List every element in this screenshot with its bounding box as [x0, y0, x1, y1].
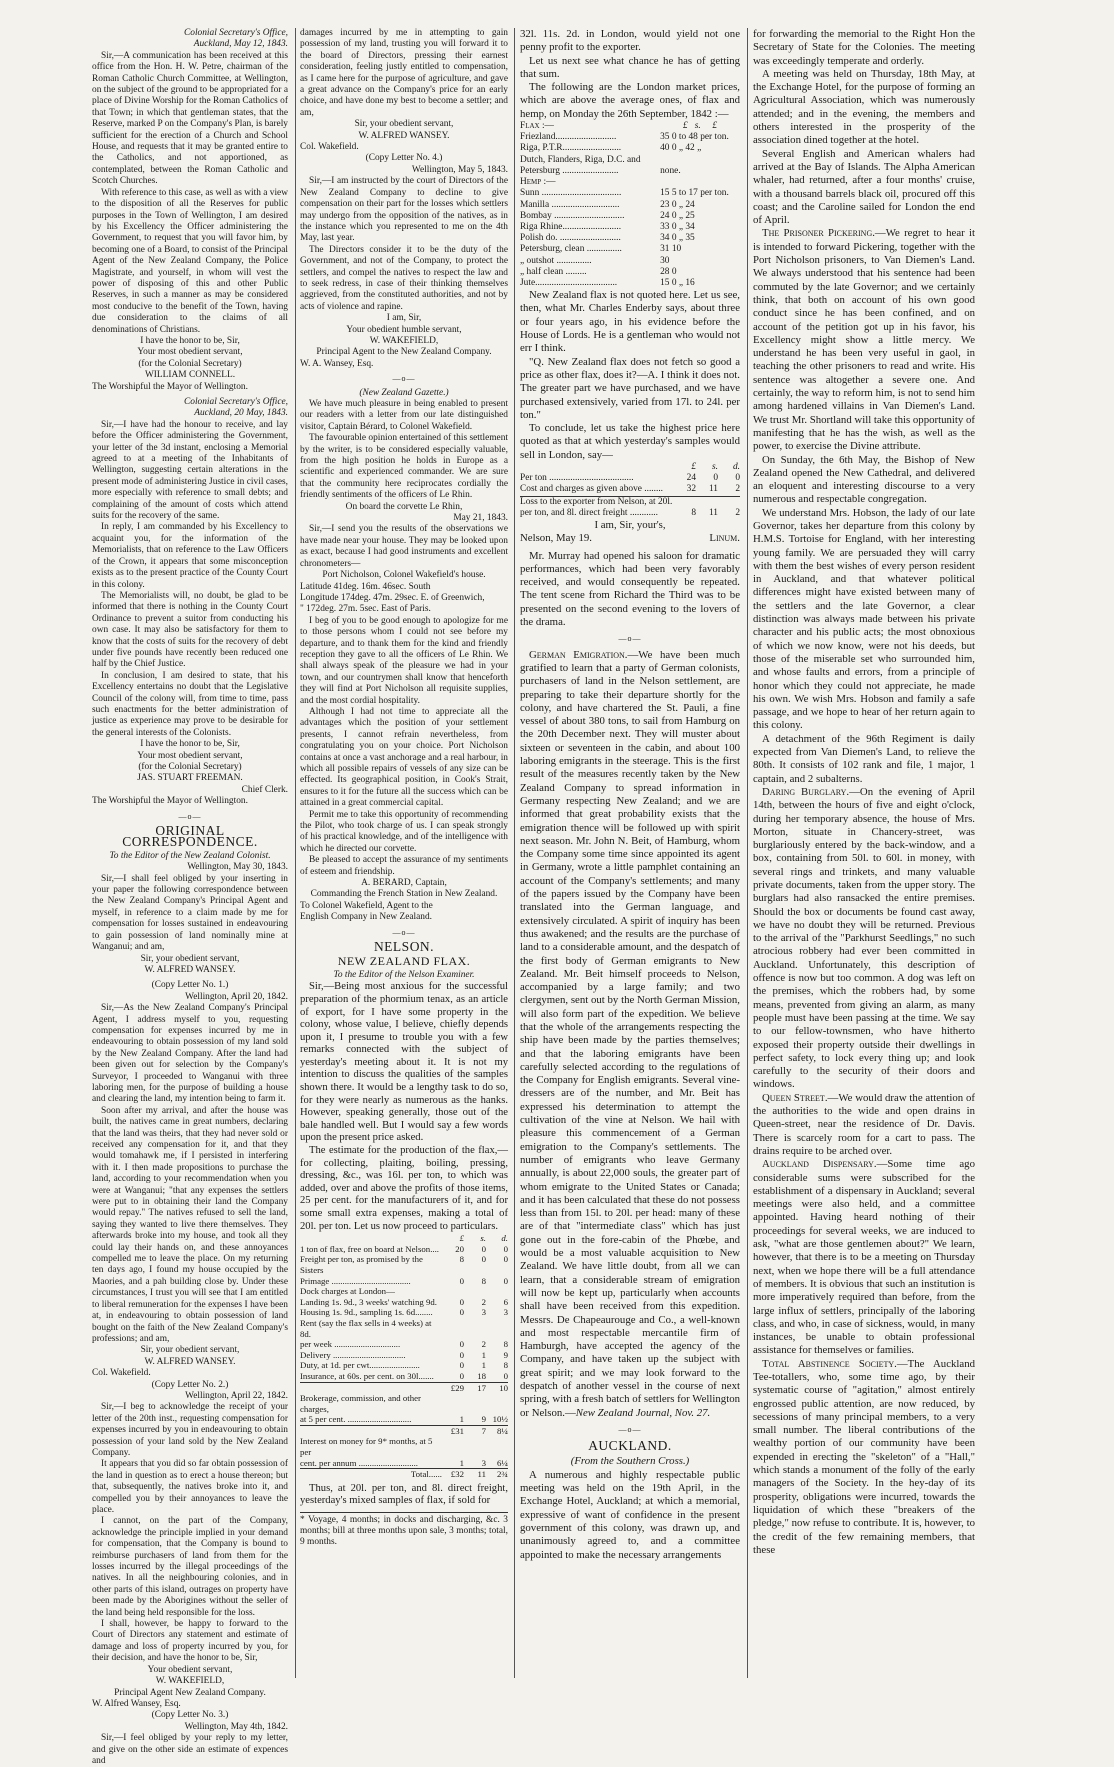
price-group-label: Hemp :—: [520, 177, 556, 188]
cell: 35 0 to 48 per ton.: [660, 132, 729, 143]
cell: Primage ....................................: [300, 1275, 411, 1286]
cell: Loss to the exporter from Nelson, at 20l.: [520, 496, 673, 507]
signoff: I am, Sir,: [386, 313, 422, 324]
cell: Polish do. ..........................: [520, 233, 621, 244]
dateline: Wellington, April 22, 1842.: [185, 1390, 288, 1401]
cell: Freight per ton, as promised by the Sisters: [300, 1254, 423, 1275]
cell: Landing 1s. 9d., 3 weeks' watching 9d.: [300, 1296, 437, 1307]
article-text: —Some time ago considerable sums were subscribed for the establishment of a dispensary in Auckland; several meetings were also held, and a committee appointed. Having heard nothing of their proceedings for several weeks, we are induced to ask, "what are those gentlemen about?" We learn, however, that there is to be a meeting on Thursday next, when we hope there will be a full attendance of members. It is obvious that such an institution is more imperatively required than before, from the large influx of settlers, principally of the laboring class, and who, in case of sickness, would, in many instances, be unable to obtain professional assistance for themselves or families.: [753, 1158, 975, 1357]
article-heading: NEW ZEALAND FLAX.: [337, 953, 471, 968]
letter-body: damages incurred by me in attempting to gain possession of my land, trusting you will forward it to the board of Directors, pressing their earnest consideration, feeling justly entitled to compensation, as I came here for the purpose of agriculture, and gave a great advance on the Company's price for an early choice, and have done my best to become a settler; and am,: [300, 28, 508, 118]
cell: per week ..............................: [300, 1339, 401, 1350]
price-row: [520, 278, 740, 289]
cell: 2: [481, 1296, 486, 1307]
column-rule: [514, 28, 515, 1678]
article-body: On Sunday, the 6th May, the Bishop of New Zealand opened the New Cathedral, and delivered an eloquent and interesting discourse to a very numerous and respectable congregation.: [753, 453, 975, 506]
cell: 34 0 „ 35: [660, 233, 695, 244]
signature: W. WAKEFIELD,: [369, 335, 439, 346]
article-body: for forwarding the memorial to the Right Hon the Secretary of State for the Colonies. The meeting was exceedingly temperate and orderly.: [753, 28, 975, 67]
column-2: [300, 28, 508, 1678]
article-title: The Prisoner Pickering.: [762, 227, 875, 240]
article-body: [753, 1358, 975, 1557]
signoff: Your obedient humble servant,: [346, 324, 462, 335]
cell: [442, 1286, 464, 1297]
article-body: [753, 1092, 975, 1158]
letter-body: Sir,—A communication has been received at this office from the Hon. H. W. Petre, chairman of the Roman Catholic Church Committee, at Wellington, on the subject of the ground to be appropriated for a place of Divine Worship for the Roman Catholics of that Town; in which that gentleman states, that the Reserve, marked P on the Company's Plan, is barely sufficient for the erection of a Church and School House, and requests that it may be granted entire to the Catholics, and not apportioned, as contemplated, between the Roman Catholic and Scotch Churches.: [92, 50, 288, 187]
article-body: To conclude, let us take the highest price here quoted as that at which yesterday's samples would sell in London, say—: [520, 422, 740, 461]
loss-row: [520, 508, 740, 519]
cell: £32: [442, 1469, 464, 1480]
letter-body: In reply, I am commanded by his Excellency to acquaint you, for the information of the Memorialists, that on reference to the Law Officers of the Crown, it appears that some misconception exists as to the present practice of the County Court in this colony.: [92, 522, 288, 590]
cell: 1: [459, 1414, 464, 1425]
source-heading: (New Zealand Gazette.): [359, 387, 449, 398]
section-heading: ORIGINAL CORRESPONDENCE.: [122, 823, 258, 850]
cell: Friezland..........................: [520, 132, 617, 143]
article-body: [753, 786, 975, 1092]
column-header: [660, 121, 740, 132]
dateline: Colonial Secretary's Office,: [184, 397, 288, 407]
price-group-row: [520, 177, 740, 188]
column-header: £: [691, 461, 696, 472]
letter-body: It appears that you did so far obtain possession of the land in question as to erect a house thereon; but that, subsequently, the natives broke into it, and compelled you by their annoyances to leave the place.: [92, 1459, 288, 1515]
article-body: Mr. Murray had opened his saloon for dramatic performances, which had been very favorably received, and would consequently be repeated. The tent scene from Richard the Third was to be presented on the second evening to the lovers of the drama.: [520, 549, 740, 629]
price-table-header: [520, 121, 740, 132]
cell: 0: [735, 473, 740, 484]
cell: 1: [481, 1360, 486, 1371]
letter-body: I cannot, on the part of the Company, acknowledge the principle implied in your demand for compensation, that the Company is bound to reimburse purchasers of land from them for the losses incurred by the illegal proceedings of the natives. In all the neighbouring colonies, and in other parts of this island, outrages on property have been made by the Aborigines without the seller of the land being held responsible for the loss.: [92, 1516, 288, 1618]
cell: [486, 1318, 508, 1339]
letter-body: In conclusion, I am desired to state, that his Excellency entertains no doubt that the Legislative Council of the colony will, from time to time, pass such enactments for the better administration of justice as experience may prove to be desirable for the general interests of the Colonists.: [92, 670, 288, 738]
cell: 10: [486, 1382, 508, 1393]
cell: 0: [459, 1360, 464, 1371]
letter-body: Be pleased to accept the assurance of my sentiments of esteem and friendship.: [300, 855, 508, 877]
letter-heading: (Copy Letter No. 4.): [365, 153, 443, 164]
signoff: I have the honor to be, Sir,: [140, 335, 240, 346]
cell: 8: [691, 507, 696, 518]
article-text: —We would draw the attention of the authorities to the wide and open drains in Queen-street, near the residence of Dr. Davis. There is scarcely room for a cart to pass. The drains require to be arched over.: [753, 1091, 975, 1157]
signoff: I have the honor to be, Sir,: [140, 739, 240, 750]
section-heading: NELSON.: [373, 939, 435, 955]
price-row: [520, 256, 740, 267]
table-row: [300, 1286, 508, 1297]
observation-place: Port Nicholson, Colonel Wakefield's house.: [322, 570, 486, 581]
letter-body: The estimate for the production of the flax,—for collecting, plaiting, boiling, pressing, dressing, &c., was 16l. per ton, to which was added, over and above the profits of those items, 25 per cent. for the manufacturers of it, and for some small extra expenses, making a total of 20l. per ton. Let us now proceed to particulars.: [300, 1145, 508, 1232]
article-title: German Emigration.: [529, 648, 628, 661]
cell: 31 10: [660, 244, 682, 255]
cell: 0: [459, 1370, 464, 1381]
cell: Manilla .............................: [520, 199, 620, 210]
cell: 0: [459, 1296, 464, 1307]
letter-body: Permit me to take this opportunity of recommending the Pilot, who took charge of us. I can speak strongly of his practical knowledge, and of the intelligence with which he directed our corvette.: [300, 809, 508, 854]
signature: W. ALFRED WANSEY.: [144, 964, 236, 975]
cell: 30: [660, 255, 670, 266]
signoff: (for the Colonial Secretary): [138, 762, 242, 772]
cell: 32: [686, 484, 696, 495]
longitude: Longitude 174deg. 47m. 29sec. E. of Greenwich,: [300, 592, 485, 603]
cell: 11: [708, 507, 718, 518]
cell: 18: [477, 1370, 486, 1381]
column-header: £: [682, 121, 688, 132]
cell: 2: [481, 1339, 486, 1350]
cell: 24 0 „ 25: [660, 210, 695, 221]
letter-heading: (Copy Letter No. 2.): [151, 1379, 229, 1390]
price-row: [520, 155, 740, 166]
dateline: Wellington, May 4th, 1842.: [184, 1721, 288, 1732]
cell: 0: [459, 1275, 464, 1286]
cell: 11: [464, 1469, 486, 1480]
cell: 15 5 to 17 per ton.: [660, 188, 729, 199]
signature-title: Commanding the French Station in New Zealand.: [310, 889, 498, 900]
signature: WILLIAM CONNELL.: [144, 370, 236, 381]
separator: —o—: [618, 1424, 642, 1434]
price-row: [520, 200, 740, 211]
cell: 2¾: [486, 1469, 508, 1480]
price-row: [520, 211, 740, 222]
cell: 24: [686, 473, 696, 484]
letter-heading: (Copy Letter No. 1.): [151, 980, 229, 991]
section-heading: AUCKLAND.: [588, 1438, 672, 1454]
cell: 0: [481, 1243, 486, 1254]
letter-body: Soon after my arrival, and after the house was built, the natives came in great numbers, declaring that the land was theirs, that they had never sold or received any compensation for it, and that they would tomahawk me, if I persisted in interfering with it. I then made propositions to purchase the land, according to your recommendation when you were at Wanganui; "that any expenses the settlers were put to in obtaining their land the Company would repay." The natives refused to sell the land, saying they wanted to live there themselves. They afterwards broke into my house, and took all they could lay their hands on, and these annoyances compelled me to leave the place. On my returning ten days ago, I found my house occupied by the Maories, and a pah building close by. Under these circumstances, I trust you will see that I am entitled to liberal remuneration for the expenses I have been at, in endeavouring to obtain possession of land bought on the faith of the New Zealand Company's professions; and am,: [92, 1105, 288, 1344]
addressee: The Worshipful the Mayor of Wellington.: [92, 796, 248, 807]
table-row: [300, 1254, 508, 1275]
cost-table: [300, 1233, 508, 1480]
cell: 15 0 „ 16: [660, 277, 695, 288]
cell: 23 0 „ 24: [660, 199, 695, 210]
column-header: £: [459, 1233, 464, 1244]
addressee: Col. Wakefield.: [92, 1368, 151, 1379]
total-row: [300, 1469, 508, 1480]
addressee: W. A. Wansey, Esq.: [300, 358, 374, 369]
cell: Duty, at 1d. per cwt.......................: [300, 1360, 420, 1371]
signoff: I am, Sir, your's,: [594, 519, 666, 531]
article-body: We have much pleasure in being enabled to present our readers with a letter from our late distinguished visitor, Captain Bérard, to Colonel Wakefield.: [300, 399, 508, 432]
cell: 1: [459, 1457, 464, 1468]
cell: Dock charges at London—: [300, 1286, 395, 1297]
price-table: [520, 121, 740, 289]
cost-table-header: [300, 1233, 508, 1244]
signature-title: Principal Agent to the New Zealand Company.: [316, 347, 492, 358]
cell: 6: [503, 1296, 508, 1307]
price-row: [520, 233, 740, 244]
calc-table-header: [520, 462, 740, 473]
cell: Riga, P.T.R.........................: [520, 143, 622, 154]
cell: „ half clean .........: [520, 266, 587, 277]
cell: Bombay ..............................: [520, 210, 625, 221]
cell: Brokerage, commission, and other charges,: [300, 1393, 421, 1414]
table-row: [300, 1339, 508, 1350]
cell: 11: [708, 484, 718, 495]
dateline: Wellington, April 20, 1842.: [185, 991, 288, 1002]
cell: 0: [503, 1275, 508, 1286]
subtotal-row: [300, 1382, 508, 1393]
addressee: The Worshipful the Mayor of Wellington.: [92, 381, 248, 392]
signature: W. ALFRED WANSEY.: [358, 130, 450, 141]
signoff: Your most obedient servant,: [137, 750, 243, 761]
cell: 0: [459, 1307, 464, 1318]
section-subheading: To the Editor of the New Zealand Colonist.: [109, 850, 271, 861]
letter-body: Sir,—I feel obliged by your reply to my letter, and give on the other side an estimate of expences and: [92, 1733, 288, 1766]
cell: 0: [503, 1243, 508, 1254]
addressee: English Company in New Zealand.: [300, 912, 433, 923]
article-title: Daring Burglary.: [762, 785, 850, 798]
column-header: d.: [501, 1233, 508, 1244]
cell: 3: [503, 1307, 508, 1318]
table-row: [300, 1371, 508, 1382]
cell: 2: [735, 484, 740, 495]
cell: Interest on money for 9* months, at 5 per: [300, 1436, 433, 1458]
addressee: Col. Wakefield.: [300, 142, 359, 153]
dateline: Auckland, May 12, 1843.: [193, 39, 288, 50]
letter-body: Sir,—I beg to acknowledge the receipt of your letter of the 20th inst., requesting compensation for expenses incurred by you in endeavouring to obtain possession of your land sold by the New Zealand Company.: [92, 1402, 288, 1458]
table-row: [520, 484, 740, 496]
article-body: [753, 227, 975, 453]
addressee: W. Alfred Wansey, Esq.: [92, 1698, 181, 1709]
column-header: d.: [732, 461, 740, 472]
total-label: Total......: [300, 1469, 442, 1480]
dateline: Auckland, 20 May, 1843.: [194, 408, 288, 419]
cell: Rent (say the flax sells in 4 weeks) at 8d.: [300, 1317, 432, 1339]
price-group-label: Flax :—: [520, 121, 554, 132]
cell: 0: [459, 1349, 464, 1360]
table-row: [300, 1436, 508, 1457]
cell: 8¼: [486, 1425, 508, 1436]
letter-body: Sir,—As the New Zealand Company's Principal Agent, I address myself to you, requesting compensation for expenses incurred by me in endeavouring to obtain possession of my land sold by the New Zealand Company. After the land had been given out for selection by the Company's Surveyor, I proceeded to Wanganui with three laboring men, for the purpose of building a house and clearing the land, my intention being to farm it.: [92, 1003, 288, 1105]
cell: 0: [459, 1339, 464, 1350]
article-body: A detachment of the 96th Regiment is daily expected from Van Diemen's Land, to relieve the 80th. It consists of 102 rank and file, 1 major, 1 captain, and 2 subalterns.: [753, 732, 975, 785]
signature: W. ALFRED WANSEY.: [144, 1356, 236, 1367]
cell: 8: [503, 1360, 508, 1371]
cell: Riga Rhine.........................: [520, 221, 622, 232]
signoff: Your most obedient servant,: [137, 347, 243, 358]
separator: —o—: [618, 634, 642, 644]
price-row: [520, 188, 740, 199]
subtotal-row: [300, 1425, 508, 1436]
dateline: Wellington, May 30, 1843.: [187, 862, 288, 873]
letter-body: Sir,—I shall feel obliged by your inserting in your paper the following correspondence between the New Zealand Company's Principal Agent and myself, in reference to a claim made by me for compensation for losses sustained in endeavouring to gain possession of land nominally mine at Wanganui; and am,: [92, 873, 288, 953]
cell: none.: [660, 165, 681, 176]
cell: 0: [503, 1370, 508, 1381]
cell: 40 0 „ 42 „: [660, 143, 702, 154]
loss-row: [520, 496, 740, 508]
letter-body: The following are the London market prices, which are above the average ones, of flax and hemp, on Monday the 26th September, 1842 :—: [520, 81, 740, 120]
signoff: Sir, your obedient servant,: [354, 119, 454, 130]
cell: cent. per annum ...........................: [300, 1457, 419, 1468]
column-rule: [295, 28, 296, 1678]
cell: [464, 1286, 486, 1297]
cell: 3: [481, 1457, 486, 1468]
signature: A. BERARD, Captain,: [361, 878, 447, 889]
article-body: New Zealand flax is not quoted here. Let us see, then, what Mr. Charles Enderby says, about three or four years ago, in his evidence before the House of Lords. He is a gentleman who would not err I think.: [520, 289, 740, 355]
cell: £31: [442, 1425, 464, 1436]
cell: Per ton ....................................: [520, 473, 634, 484]
calc-table: [520, 462, 740, 519]
letter-body: The Memorialists will, no doubt, be glad to be informed that there is nothing in the County Court Ordinance to prevent a suitor from conducting his own case. It may also be satisfactory for them to know that the costs of suits for the recovery of debt under five pounds have recently been reduced one half by the Chief Justice.: [92, 590, 288, 670]
cell: Insurance, at 60s. per cent. on 30l.......: [300, 1370, 434, 1381]
cell: 1 ton of flax, free on board at Nelson....: [300, 1243, 439, 1254]
cell: 8: [459, 1254, 464, 1265]
letter-body: Sir,—I have had the honour to receive, and lay before the Officer administering the Government, your letter of the 3d instant, enclosing a Memorial agreed to at a meeting of the Inhabitants of Wellington, suggesting certain alterations in the present mode of administering Justice in civil cases, more especially with reference to small debts; and complaining of the amount of costs which attend suits for the recovery of the same.: [92, 419, 288, 522]
article-title: Auckland Dispensary.: [762, 1158, 877, 1171]
cell: 9: [503, 1349, 508, 1360]
table-row: [300, 1244, 508, 1255]
article-citation: New Zealand Journal, Nov. 27.: [575, 1406, 711, 1419]
signature-title: Principal Agent New Zealand Company.: [114, 1687, 266, 1698]
cell: 9: [481, 1414, 486, 1425]
signature: JAS. STUART FREEMAN.: [137, 773, 243, 784]
article-body: Several English and American whalers had arrived at the Bay of Islands. The Alpha American whaler, had returned, after a four months' cruise, with a thousand barrels black oil, procured off this coast; and the Caroline sailed for London the end of April.: [753, 147, 975, 227]
signoff-line: [520, 532, 740, 545]
cell: 10½: [492, 1414, 508, 1425]
letter-body: Although I had not time to appreciate all the advantages which the position of your settlement presents, I cannot refrain nevertheless, from congratulating you on your choice. Port Nicholson contains at once a vast anchorage and a real harbour, in which all possible repairs of vessels of any size can be effected. Its geographical position, in Cook's Strait, ensures to it for the future all the success which can be attained in a great commercial capital.: [300, 706, 508, 809]
cell: Delivery .................................: [300, 1349, 406, 1360]
cell: 17: [464, 1382, 486, 1393]
table-row: [300, 1318, 508, 1339]
cell: Jute...................................: [520, 277, 618, 288]
table-row: [300, 1297, 508, 1308]
article-body: A numerous and highly respectable public meeting was held on the 19th April, in the Exchange Hotel, Auckland; at which a memorial, expressive of want of confidence in the present government of this colony, was drawn up, and unanimously agreed to, and a committee appointed to make the necessary arrangements: [520, 1468, 740, 1561]
article-text: —The Auckland Tee-totallers, who, some time ago, by their systematic course of "agitation," almost entirely engrossed public attention, are now reduced, by secessions of many principal members, to a very small number. The liberal contributions of the wealthy portion of our community have been expended in erecting the "skeleton" of a "Hall," which stands a monument of the folly of the early managers of the Society. In the hey-day of its prosperity, obligations were incurred, towards the liquidation of which these "breakers of the pledge," now refuse to contribute. It is, however, to the credit of the few remaining members, that these: [753, 1357, 975, 1556]
separator: —o—: [392, 927, 416, 937]
article-body: [520, 649, 740, 1420]
addressee: To Colonel Wakefield, Agent to the: [300, 900, 433, 911]
letter-body: With reference to this case, as well as with a view to the disposition of all the Reserves for public purposes in the Town of Wellington, I am desired by his Excellency the Officer administering the Government, to request that you will favor him, by becoming one of a Board, to consist of the Principal Agent of the New Zealand Company, the Police Magistrate, and yourself, in whom will vest the power of disposing of this and other Public Reserves, in such a manner as may be considered most conducive to the benefit of the Town, having due consideration to the claims of all denominations of Christians.: [92, 187, 288, 335]
cell: 33 0 „ 34: [660, 221, 695, 232]
column-1: [92, 28, 288, 1766]
column-header: £: [712, 121, 718, 132]
article-text: —We regret to hear it is intended to forward Pickering, together with the Port Nicholson prisoners, to Van Diemen's Land. We always understood that his sentence had been commuted by the late Governor; and we certainly think, that both on account of his own good conduct since he has been confined, and on account of the petition got up in his favor, his Excellency might show a little mercy. We understand he has been very useful in gaol, in teaching the other prisoners to read and write. His sentence was altogether a severe one. And certainly, the way to reform him, is not to send him among hardened villains in Van Diemen's Land. We trust Mr. Shortland will take this opportunity of manifesting that he has the wish, as well as the power, to exercise the Divine attribute.: [753, 227, 975, 453]
table-row: [300, 1307, 508, 1318]
letter-body: I beg of you to be good enough to apologize for me to those persons whom I could not see before my departure, and to thank them for the kind and friendly reception they gave to all the officers of Le Rhin. We shall always speak of the pleasure we had in your town, and our countrymen shall know that henceforth they will find at Port Nicholson all requisite supplies, and the most cordial hospitality.: [300, 615, 508, 706]
article-title: Total Abstinence Society.: [762, 1357, 897, 1370]
cell: Cost and charges as given above ........: [520, 484, 664, 495]
column-rule: [747, 28, 748, 1678]
cell: Housing 1s. 9d., sampling 1s. 6d........: [300, 1307, 433, 1318]
price-row: [520, 222, 740, 233]
table-row: [300, 1350, 508, 1361]
dateline: Wellington, May 5, 1843.: [411, 164, 508, 175]
column-4: [753, 28, 975, 1678]
cell: at 5 per cent. .............................: [300, 1414, 412, 1425]
article-body: We understand Mrs. Hobson, the lady of our late Governor, takes her departure from this colony by H.M.S. Tortoise for England, with her interesting young family. We are persuaded they will carry with them the best wishes of every person resident in Auckland, and that whatever political differences might have existed between many of the settlers and the late Governor, a clear distinction was always made between his private character and his public acts; the most obnoxious of which we now know, were not his deeds, but those of the miserable set who surrounded him, and whose faults and errors, from a principle of honor which they could not appreciate, he made his own. We wish Mrs. Hobson and family a safe passage, and we hope to hear of her return again to this colony.: [753, 506, 975, 732]
letter-body: The Directors consider it to be the duty of the Government, and not of the Company, to protect the settlers, and compel the natives to respect the law and to seek redress, in case of their thinking themselves aggrieved, from the constituted authorities, and not by acts of violence and rapine.: [300, 244, 508, 312]
longitude: " 172deg. 27m. 5sec. East of Paris.: [300, 604, 431, 615]
price-row: [520, 267, 740, 278]
signoff: (for the Colonial Secretary): [138, 358, 242, 369]
cell: 1: [481, 1349, 486, 1360]
table-row: [300, 1458, 508, 1469]
cell: „ outshot ...............: [520, 255, 592, 266]
article-body: "Q. New Zealand flax does not fetch so good a price as other flax, does it?—A. I think it does not. The greater part we have purchased, and we have purchased extensively, varied from 17l. to 24l. per ton.": [520, 355, 740, 421]
table-row: [300, 1276, 508, 1287]
column-3: [520, 28, 740, 1678]
cell: 0: [503, 1254, 508, 1265]
article-body: [753, 1158, 975, 1357]
signoff: Sir, your obedient servant,: [140, 1345, 240, 1356]
price-row: [520, 143, 740, 154]
sign-place: Nelson, May 19.: [520, 532, 592, 545]
cell: 3: [481, 1307, 486, 1318]
cell: per ton, and 8l. direct freight ............: [520, 507, 658, 518]
cell: 0: [481, 1254, 486, 1265]
letter-body: Let us next see what chance he has of getting that sum.: [520, 54, 740, 80]
letter-heading: (Copy Letter No. 3.): [151, 1710, 229, 1721]
price-row: [520, 244, 740, 255]
signature: W. WAKEFIELD,: [155, 1676, 225, 1687]
cell: Dutch, Flanders, Riga, D.C. and: [520, 154, 641, 165]
dateline: Colonial Secretary's Office,: [184, 28, 288, 38]
cell: Sunn ..................................: [520, 188, 622, 199]
letter-body: I shall, however, be happy to forward to the Court of Directors any statement and estimate of damage and loss of property incurred by you, for their decision, and have the honor to be, Sir,: [92, 1619, 288, 1664]
separator: —o—: [178, 811, 202, 821]
table-row: [520, 473, 740, 484]
dateline: May 21, 1843.: [453, 513, 508, 524]
cell: [660, 155, 740, 166]
letter-body: Thus, at 20l. per ton, and 8l. direct freight, yesterday's mixed samples of flax, if sold for: [300, 1482, 508, 1507]
column-header: s.: [694, 121, 701, 132]
signature-title: Chief Clerk.: [241, 784, 288, 795]
letter-heading: On board the corvette Le Rhin,: [345, 501, 463, 512]
article-text: —We have been much gratified to learn that a party of German colonists, purchasers of land in the Nelson settlement, are preparing to take their departure shortly for the colony, and have chartered the St. Pauli, a fine vessel of about 380 tons, to sail from Hamburg on the 20th December next. They will muster about sixteen or seventeen in the cabin, and about 100 laboring emigrants in the steerage. This is the first result of the measures recently taken by the New Zealand Company to spread information in Germany respecting New Zealand; and we are informed that great probability exists that the emigration thence will be followed up with spirit next season. Mr. John N. Beit, of Hamburg, whom the Company some time since appointed its agent in Germany, wrote a little pamphlet containing an account of the Company's settlements; and many of the papers issued by the Company have been translated into the German language, and extensively circulated. A spirit of inquiry has been thus awakened; and the results are the purchase of land to a considerable amount, and the despatch of the first body of German emigrants to New Zealand. Mr. Beit himself proceeds to Nelson, accompanied by a large family; and two clergymen, sent out by the North German Mission, will also form part of the expedition. We believe that the whole of the arrangements respecting the ship have been made by the parties themselves; and that the laboring emigrants have been carefully selected according to the regulations of the Company for English emigrants. Several vine-dressers are of the number, and Mr. Beit has expressed his determination to attempt the cultivation of the vine at Nelson. We hail with pleasure this commencement of a German emigration to the Company's settlements. The number of emigrants who leave Germany annually, is about 22,000 souls, the greater part of whom emigrate to the United States or Canada; and it has been calculated that these do not possess less than from 15l. to 20l. per head: many of these are of that "intermediate class" which has just gone out in the fore-cabin of the Phœbe, and would be a most valuable acquisition to New Zealand. We have little doubt, from all we can learn, that a considerable stream of emigration will now be kept up, particularly when accounts shall have been received from this expedition. Messrs. De Chapeaurouge and Co., a well-known and most respectable mercantile firm of Hamburgh, have accepted the agency of the Company, and have taken up the subject with great spirit; and we may look forward to the despatch of another vessel in the course of next spring, with a fresh batch of settlers for Wellington or Nelson.—: [520, 648, 740, 1419]
article-body: The favourable opinion entertained of this settlement by the writer, is to be considered especially valuable, from the high position he holds in Europe as a scientific and experienced commander. We are sure that the community here reciprocates cordially the friendly sentiments of the officers of Le Rhin.: [300, 433, 508, 501]
cell: Petersburg, clean ...............: [520, 244, 622, 255]
signoff: Sir, your obedient servant,: [140, 953, 240, 964]
footnote: * Voyage, 4 months; in docks and discharging, &c. 3 months; bill at three months upon sale, 3 months; total, 9 months.: [300, 1512, 508, 1549]
article-title: Queen Street.: [762, 1091, 828, 1104]
price-row: [520, 132, 740, 143]
signature: Linum.: [709, 532, 740, 545]
signoff: Your obedient servant,: [147, 1664, 233, 1675]
cell: 20: [455, 1243, 464, 1254]
source-heading: (From the Southern Cross.): [570, 1455, 690, 1468]
column-header: s.: [712, 461, 718, 472]
letter-body: Sir,—I send you the results of the observations we have made near your house. They may be looked upon as exact, because I had good instruments and excellent chronometers—: [300, 524, 508, 569]
cell: 7: [464, 1425, 486, 1436]
cell: 8: [503, 1339, 508, 1350]
article-text: —On the evening of April 14th, between the hours of five and eight o'clock, during her temporary absence, the house of Mrs. Morton, situate in Chancery-street, was burglariously entered by the back-window, and a box, containing from 50l. to 60l. in money, with several rings and trinkets, and many valuable private documents, taken from the upper story. The burglars had also ransacked the entire premises. Should the box or documents be found cast away, we have no doubt they will be returned. Previous to the arrival of the "Parkhurst Seedlings," no such atrocious robbery had ever been committed in Auckland. Unfortunately, this description of offence is now but too common. A dog was left on the premises, which the robbers had, by some means, prevented from giving an alarm, as many people must have been passing at the time. We say to our fellow-townsmen, who have hitherto exposed their property outside their dwellings in perfect safety, to lock every thing up; and look carefully to the security of their doors and windows.: [753, 785, 975, 1091]
separator: —o—: [392, 374, 416, 384]
cell: Petersburg ........................: [520, 165, 619, 176]
cell: 2: [735, 507, 740, 518]
cell: [464, 1318, 486, 1339]
cell: 6¼: [497, 1457, 508, 1468]
column-header: s.: [480, 1233, 486, 1244]
letter-body: 32l. 11s. 2d. in London, would yield not one penny profit to the exporter.: [520, 28, 740, 54]
article-body: A meeting was held on Thursday, 18th May, at the Exchange Hotel, for the purpose of forming an Agricultural Association, which was numerously attended; and in the evening, the members and others interested in the prosperity of the association dined together at the hotel.: [753, 67, 975, 147]
cell: 0: [713, 473, 718, 484]
cell: 28 0: [660, 266, 677, 277]
cell: £29: [442, 1382, 464, 1393]
cell: [442, 1318, 464, 1339]
price-row: [520, 166, 740, 177]
cell: 8: [481, 1275, 486, 1286]
letter-body: Sir,—Being most anxious for the successful preparation of the phormium tenax, as an article of export, for I have some property in the colony, whose value, I believe, chiefly depends upon it, I presume to trouble you with a few remarks connected with the subject of yesterday's meeting about it. It is not my intention to discuss the qualities of the samples shown there. It would be a lengthy task to do so, for they were nearly as numerous as the hanks. However, speaking generally, those out of the bale handled well. But I would say a few words upon the present price asked.: [300, 981, 508, 1144]
table-row: [300, 1414, 508, 1425]
latitude: Latitude 41deg. 16m. 46sec. South: [300, 581, 431, 592]
cell: [486, 1286, 508, 1297]
table-row: [300, 1360, 508, 1371]
letter-body: Sir,—I am instructed by the court of Directors of the New Zealand Company to decline to give compensation on their part for the losses which settlers may undergo from the opposition of the natives, as in the instance which you represented to me on the 4th May, last year.: [300, 176, 508, 244]
table-row: [300, 1393, 508, 1414]
article-subheading: To the Editor of the Nelson Examiner.: [333, 969, 475, 980]
